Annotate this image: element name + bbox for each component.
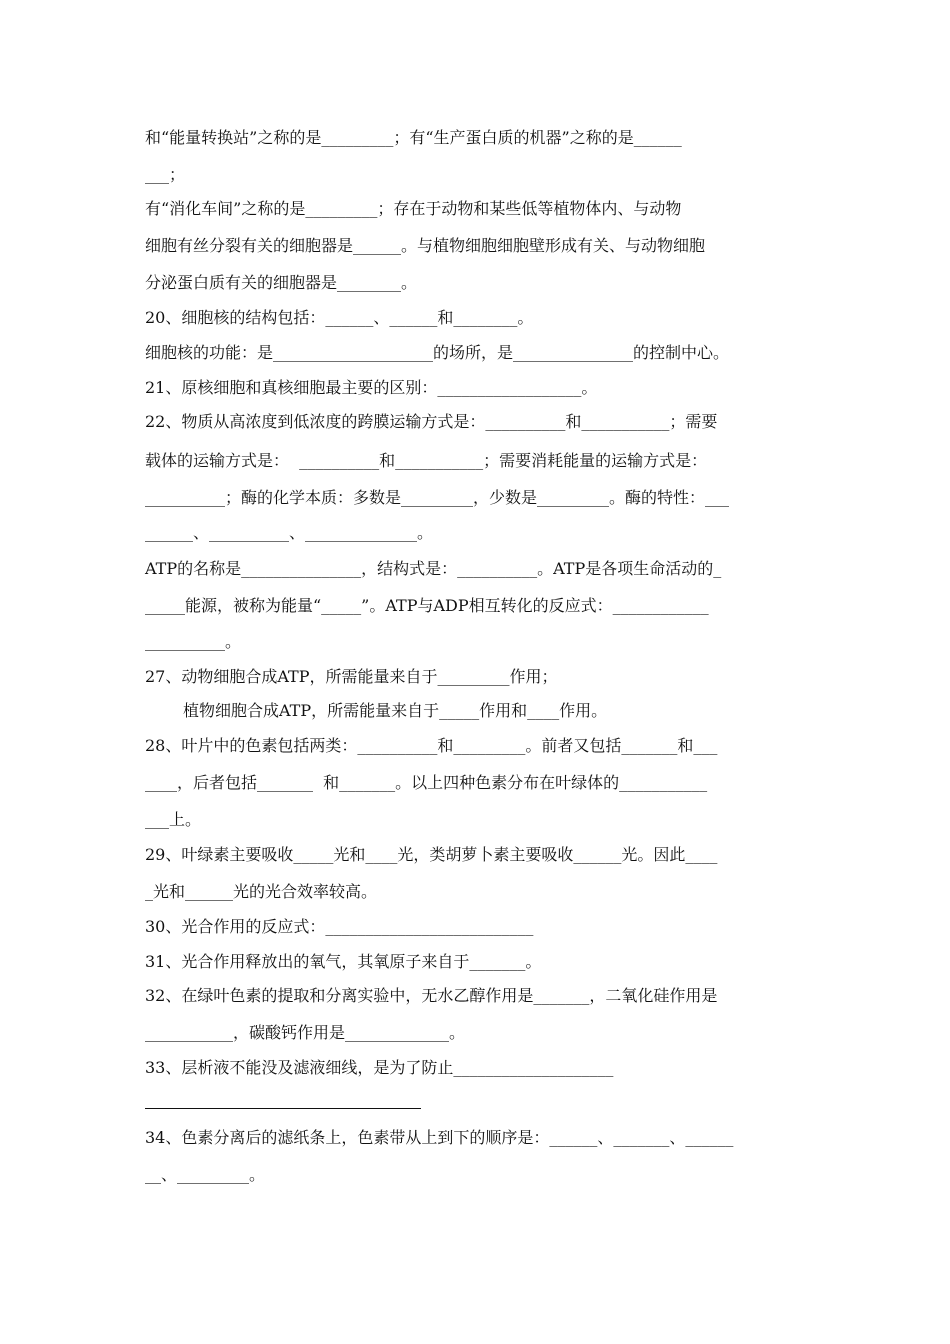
question-33: 33、层析液不能没及滤液细线，是为了防止____________________ [145,1058,614,1077]
question-27-line-2: 植物细胞合成ATP，所需能量来自于_____作用和____作用。 [183,701,608,720]
question-22-line-4: ______、__________、______________。 [145,523,434,542]
question-32-line-2: ___________，碳酸钙作用是_____________。 [145,1023,466,1042]
text-line-2: ___； [145,165,186,184]
text-line-5: 分泌蛋白质有关的细胞器是________。 [145,273,418,292]
atp-line-1: ATP的名称是_______________，结构式是：__________。ATP是各项生命活动的_ [145,559,722,578]
question-20-line-1: 20、细胞核的结构包括：______、______和________。 [145,308,534,327]
question-22-line-2: 载体的运输方式是： __________和___________；需要消耗能量的运输方式是： [145,451,708,470]
question-28-line-2: ____，后者包括_______ 和_______。以上四种色素分布在叶绿体的___________ [145,773,708,792]
question-28-line-1: 28、叶片中的色素包括两类：__________和_________。前者又包括_______和___ [145,736,718,755]
atp-line-2: _____能源，被称为能量“_____”。ATP与ADP相互转化的反应式：____________ [145,596,709,615]
question-29-line-1: 29、叶绿素主要吸收_____光和____光，类胡萝卜素主要吸收______光。因此____ [145,845,718,864]
question-27-line-1: 27、动物细胞合成ATP，所需能量来自于_________作用； [145,667,558,686]
text-line-4: 细胞有丝分裂有关的细胞器是______。与植物细胞细胞壁形成有关、与动物细胞 [145,236,706,255]
atp-line-3: __________。 [145,632,242,651]
question-22-line-1: 22、物质从高浓度到低浓度的跨膜运输方式是：__________和___________；需要 [145,412,718,431]
question-30: 30、光合作用的反应式：__________________________ [145,917,534,936]
question-29-line-2: _光和______光的光合效率较高。 [145,882,378,901]
question-32-line-1: 32、在绿叶色素的提取和分离实验中，无水乙醇作用是_______，二氧化硅作用是 [145,986,718,1005]
text-line-3: 有“消化车间”之称的是_________；存在于动物和某些低等植物体内、与动物 [145,199,682,218]
text-line-1: 和“能量转换站”之称的是_________；有“生产蛋白质的机器”之称的是______ [145,128,682,147]
question-31: 31、光合作用释放出的氧气，其氧原子来自于_______。 [145,952,542,971]
question-21: 21、原核细胞和真核细胞最主要的区别：__________________。 [145,378,598,397]
question-20-line-2: 细胞核的功能：是____________________的场所，是_______________的控制中心。 [145,343,730,362]
question-22-line-3: __________；酶的化学本质：多数是_________，少数是_________。酶的特性：___ [145,488,730,507]
answer-blank-underline [145,1108,421,1109]
question-28-line-3: ___上。 [145,810,202,829]
question-34-line-1: 34、色素分离后的滤纸条上，色素带从上到下的顺序是：______、_______、______ [145,1128,734,1147]
question-34-line-2: __、_________。 [145,1165,266,1184]
